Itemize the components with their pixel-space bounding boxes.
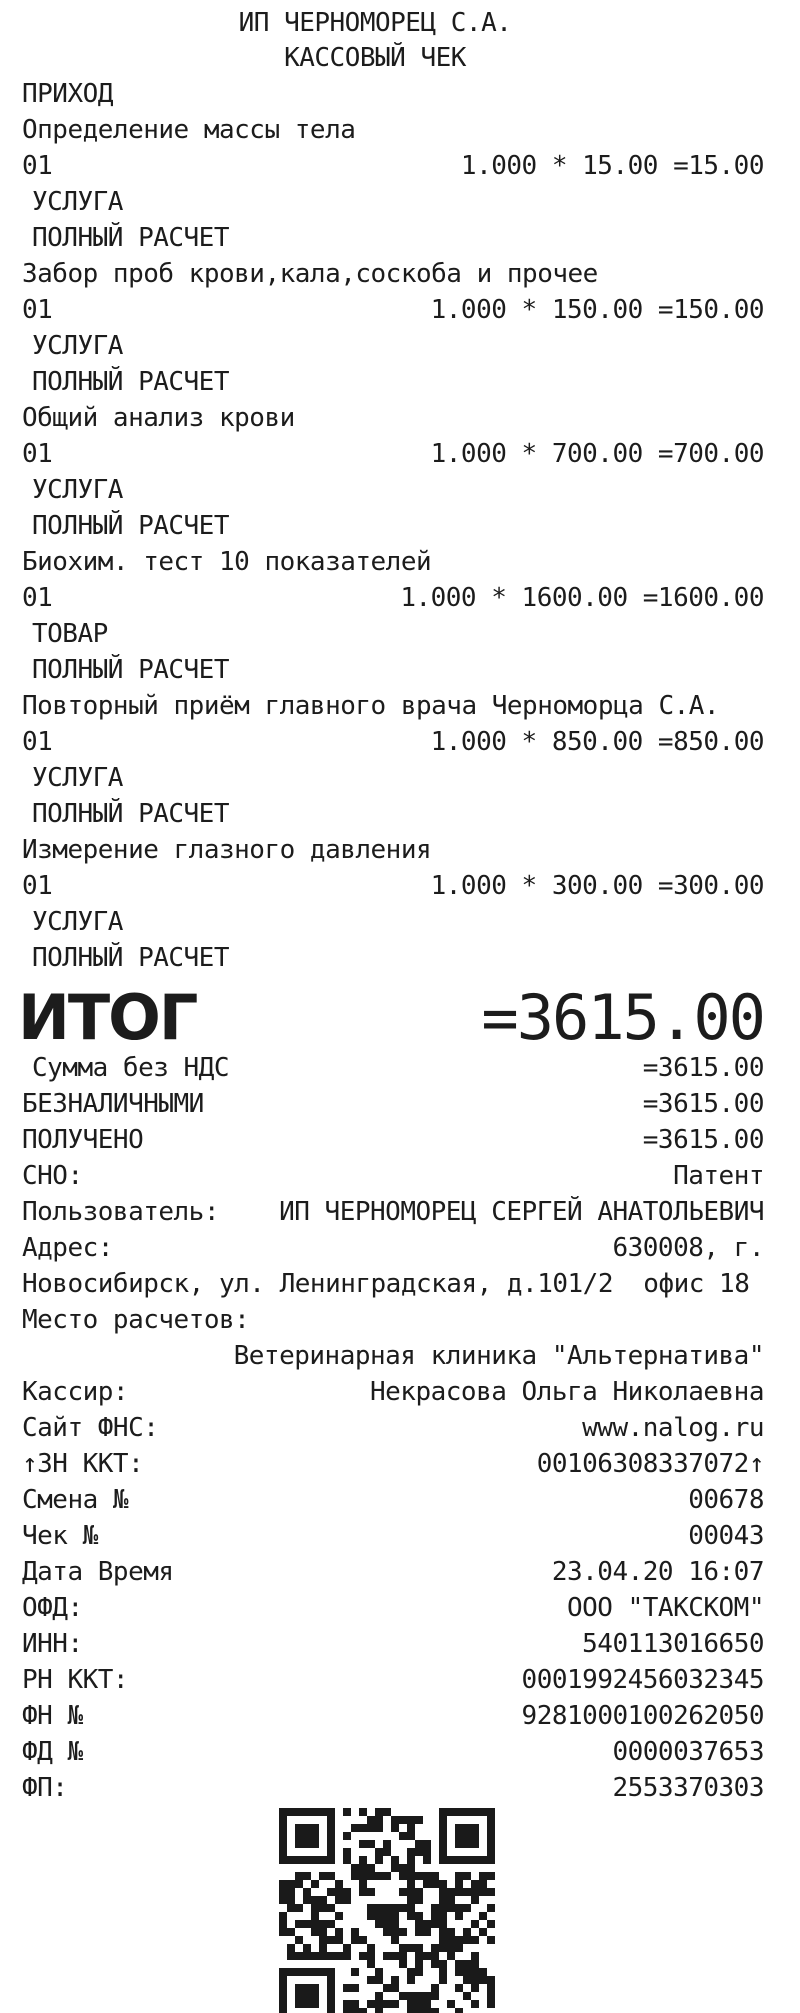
- item-method: ПОЛНЫЙ РАСЧЕТ: [32, 367, 229, 397]
- item-calc: 1.000 * 700.00 =700.00: [430, 439, 764, 469]
- item-method: ПОЛНЫЙ РАСЧЕТ: [32, 943, 229, 973]
- summary-value: =3615.00: [642, 1125, 764, 1155]
- zn-marker: ↑: [22, 1449, 38, 1479]
- fn-label: ФН №: [22, 1701, 83, 1731]
- kkt-serial-label: ↑ЗН ККТ:: [22, 1449, 144, 1479]
- item-code: 01: [22, 295, 53, 325]
- tax-system-label: СНО:: [22, 1161, 83, 1191]
- summary-value: =3615.00: [642, 1053, 764, 1083]
- qr-code-image: [279, 1808, 495, 2013]
- item-code: 01: [22, 439, 53, 469]
- item-code: 01: [22, 151, 53, 181]
- document-type: КАССОВЫЙ ЧЕК: [284, 43, 466, 73]
- item-name: Забор проб крови,кала,соскоба и прочее: [22, 259, 598, 289]
- item-subject: УСЛУГА: [32, 475, 123, 505]
- inn-value: 540113016650: [582, 1629, 764, 1659]
- item-method: ПОЛНЫЙ РАСЧЕТ: [32, 511, 229, 541]
- item-name: Измерение глазного давления: [22, 835, 432, 865]
- fp-label: ФП:: [22, 1773, 68, 1803]
- item-name: Определение массы тела: [22, 115, 356, 145]
- address-value-part2: Новосибирск, ул. Ленинградская, д.101/2 офис 18: [22, 1269, 750, 1299]
- check-number-label: Чек №: [22, 1521, 98, 1551]
- shift-label: Смена №: [22, 1485, 129, 1515]
- fns-site-label: Сайт ФНС:: [22, 1413, 159, 1443]
- summary-label: БЕЗНАЛИЧНЫМИ: [22, 1089, 204, 1119]
- item-name: Повторный приём главного врача Черноморца С.А.: [22, 691, 720, 721]
- total-value: =3615.00: [481, 981, 764, 1054]
- item-subject: УСЛУГА: [32, 187, 123, 217]
- seller-name: ИП ЧЕРНОМОРЕЦ С.А.: [238, 8, 512, 38]
- item-method: ПОЛНЫЙ РАСЧЕТ: [32, 655, 229, 685]
- operation-type: ПРИХОД: [22, 79, 113, 109]
- item-subject: УСЛУГА: [32, 331, 123, 361]
- fp-value: 2553370303: [612, 1773, 764, 1803]
- shift-value: 00678: [688, 1485, 764, 1515]
- item-name: Биохим. тест 10 показателей: [22, 547, 432, 577]
- user-label: Пользователь:: [22, 1197, 219, 1227]
- fn-value: 9281000100262050: [521, 1701, 764, 1731]
- summary-label: ПОЛУЧЕНО: [22, 1125, 144, 1155]
- cashier-label: Кассир:: [22, 1377, 129, 1407]
- ofd-value: ООО "ТАКСКОМ": [567, 1593, 764, 1623]
- item-code: 01: [22, 871, 53, 901]
- item-calc: 1.000 * 300.00 =300.00: [430, 871, 764, 901]
- qr-code: [279, 1808, 495, 2013]
- fns-site-value: www.nalog.ru: [582, 1413, 764, 1443]
- zn-marker: ↑: [748, 1449, 764, 1479]
- user-value: ИП ЧЕРНОМОРЕЦ СЕРГЕЙ АНАТОЛЬЕВИЧ: [279, 1197, 764, 1227]
- address-label: Адрес:: [22, 1233, 113, 1263]
- item-subject: ТОВАР: [32, 619, 108, 649]
- kkt-reg-label: РН ККТ:: [22, 1665, 129, 1695]
- tax-system-value: Патент: [673, 1161, 764, 1191]
- cashier-value: Некрасова Ольга Николаевна: [370, 1377, 764, 1407]
- kkt-serial-value: 00106308337072↑: [536, 1449, 764, 1479]
- summary-label: Сумма без НДС: [32, 1053, 229, 1083]
- item-code: 01: [22, 583, 53, 613]
- address-value-part1: 630008, г.: [612, 1233, 764, 1263]
- item-subject: УСЛУГА: [32, 907, 123, 937]
- fd-label: ФД №: [22, 1737, 83, 1767]
- datetime-value: 23.04.20 16:07: [551, 1557, 764, 1587]
- item-code: 01: [22, 727, 53, 757]
- item-calc: 1.000 * 1600.00 =1600.00: [400, 583, 764, 613]
- total-label: ИТОГ: [18, 981, 197, 1054]
- check-number-value: 00043: [688, 1521, 764, 1551]
- place-label: Место расчетов:: [22, 1305, 250, 1335]
- place-value: Ветеринарная клиника "Альтернатива": [233, 1341, 764, 1371]
- fd-value: 0000037653: [612, 1737, 764, 1767]
- item-calc: 1.000 * 150.00 =150.00: [430, 295, 764, 325]
- datetime-label: Дата Время: [22, 1557, 174, 1587]
- kkt-reg-value: 0001992456032345: [521, 1665, 764, 1695]
- item-name: Общий анализ крови: [22, 403, 295, 433]
- ofd-label: ОФД:: [22, 1593, 83, 1623]
- item-method: ПОЛНЫЙ РАСЧЕТ: [32, 223, 229, 253]
- item-method: ПОЛНЫЙ РАСЧЕТ: [32, 799, 229, 829]
- item-calc: 1.000 * 15.00 =15.00: [460, 151, 764, 181]
- item-subject: УСЛУГА: [32, 763, 123, 793]
- summary-value: =3615.00: [642, 1089, 764, 1119]
- item-calc: 1.000 * 850.00 =850.00: [430, 727, 764, 757]
- inn-label: ИНН:: [22, 1629, 83, 1659]
